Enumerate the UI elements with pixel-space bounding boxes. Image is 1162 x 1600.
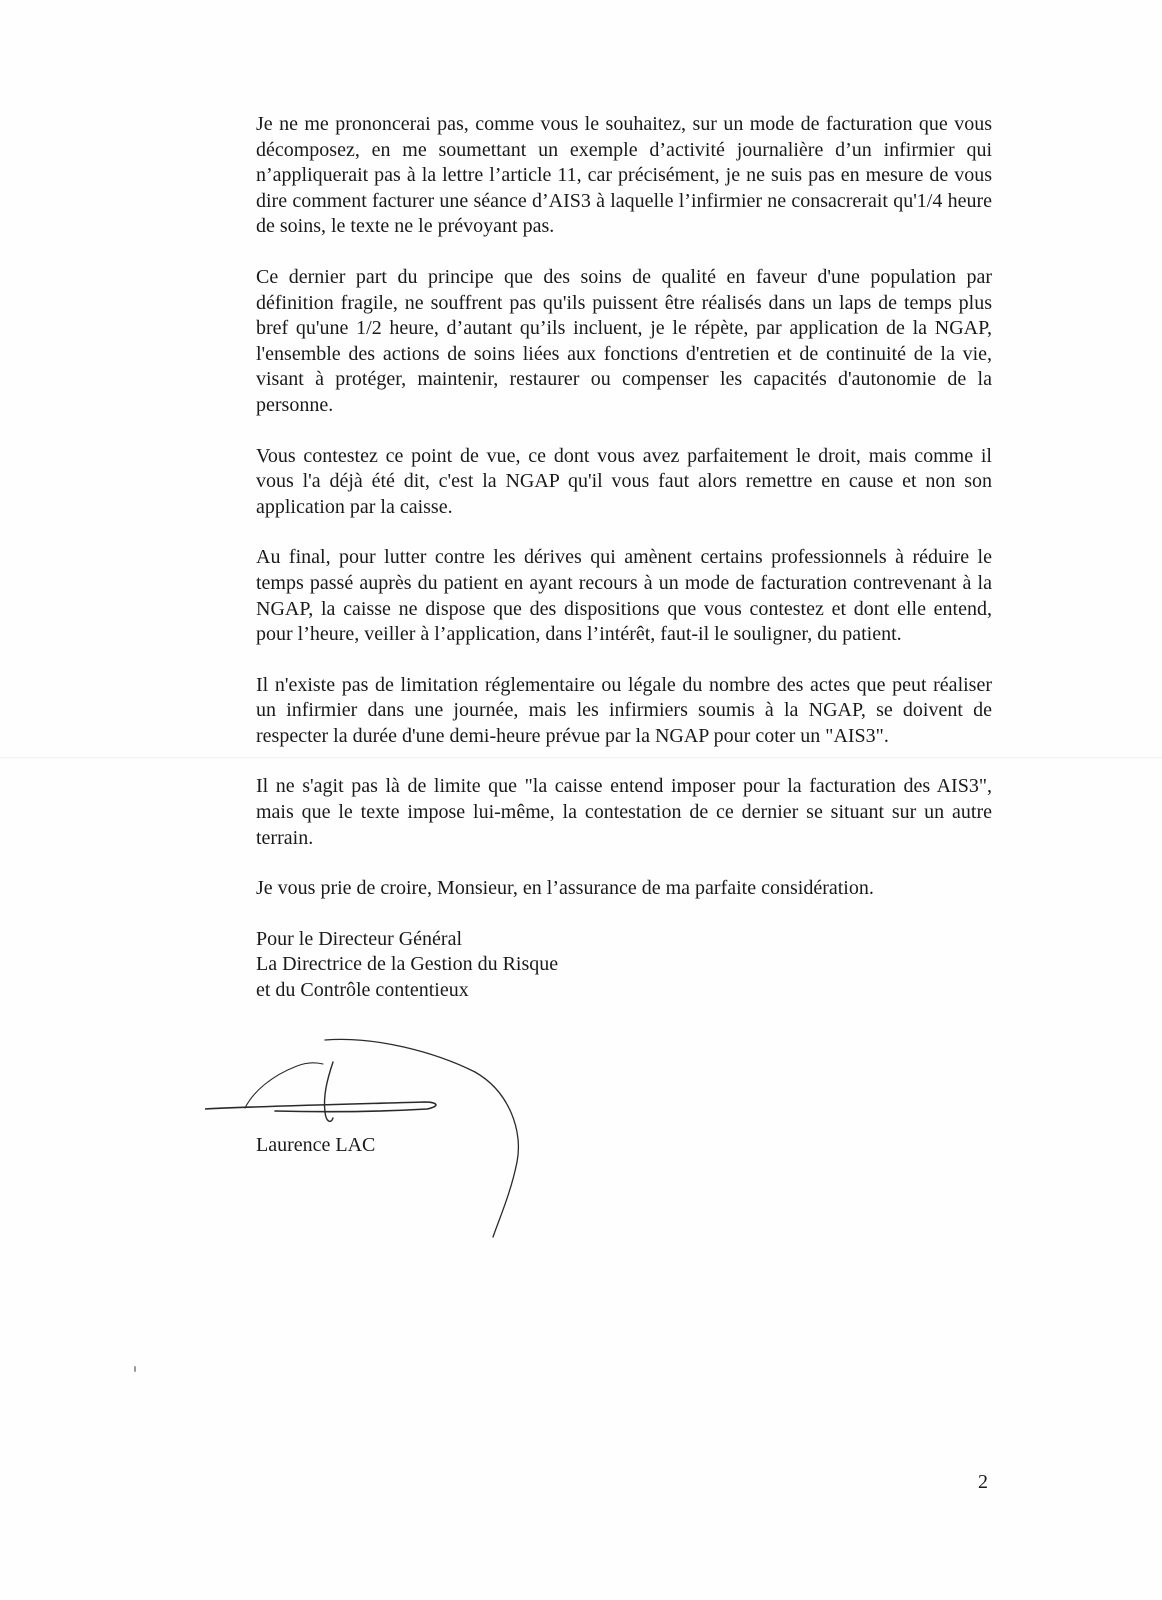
page-number: 2 [978,1471,988,1493]
paragraph-6: Il ne s'agit pas là de limite que "la caisse entend imposer pour la facturation des AIS3", mais que le texte impose lui-même, la contestation de ce dernier se situant sur un autre terrain. [256,775,992,849]
paragraph-1: Je ne me prononcerai pas, comme vous le souhaitez, sur un mode de facturation que vous décomposez, en me soumettant un exemple d’activité journalière d’un infirmier qui n’appliquerait pas à la lettre l’article 11, car précisément, je ne suis pas en mesure de vous dire comment facturer une séance d’AIS3 à laquelle l’infirmier ne consacrerait qu'1/4 heure de soins, le texte ne le prévoyant pas. [256,113,992,238]
signature-block [256,927,992,1004]
signature-line-2: La Directrice de la Gestion du Risque [256,953,559,976]
signature-line-3: et du Contrôle contentieux [256,979,469,1002]
signature-line-1: Pour le Directeur Général [256,927,463,950]
signature-stroke [205,1102,436,1112]
paragraph-5: Il n'existe pas de limitation réglementaire ou légale du nombre des actes que peut réaliser un infirmier dans une journée, mais les infirmiers soumis à la NGAP, se doivent de respecter la durée d'une demi-heure prévue par la NGAP pour coter un "AIS3". [256,673,992,747]
signature-stroke [245,1063,323,1108]
signature-stroke [324,1062,333,1121]
letter-body [256,112,992,1004]
paragraph-4: Au final, pour lutter contre les dérives qui amènent certains professionnels à réduire le temps passé auprès du patient en ayant recours à un mode de facturation contrevenant à la NGAP, la caisse ne dispose que des dispositions que vous contestez et dont elle entend, pour l’heure, veiller à l’application, dans l’intérêt, faut-il le souligner, du patient. [256,546,992,646]
paragraph-2: Ce dernier part du principe que des soins de qualité en faveur d'une population par définition fragile, ne souffrent pas qu'ils puissent être réalisés dans un laps de temps plus bref qu'une 1/2 heure, d’autant qu’ils incluent, je le répète, par application de la NGAP, l'ensemble des actions de soins liées aux fonctions d'entretien et de continuité de la vie, visant à protéger, maintenir, restaurer ou compenser les capacités d'autonomie de la personne. [256,265,992,416]
paragraph-3: Vous contestez ce point de vue, ce dont vous avez parfaitement le droit, mais comme il vous l'a déjà été dit, c'est la NGAP qu'il vous faut alors remettre en cause et non son application par la caisse. [256,444,992,518]
signer-name: Laurence LAC [256,1134,376,1156]
scan-speck [134,1366,136,1372]
closing-formula: Je vous prie de croire, Monsieur, en l’assurance de ma parfaite considération. [256,877,874,900]
